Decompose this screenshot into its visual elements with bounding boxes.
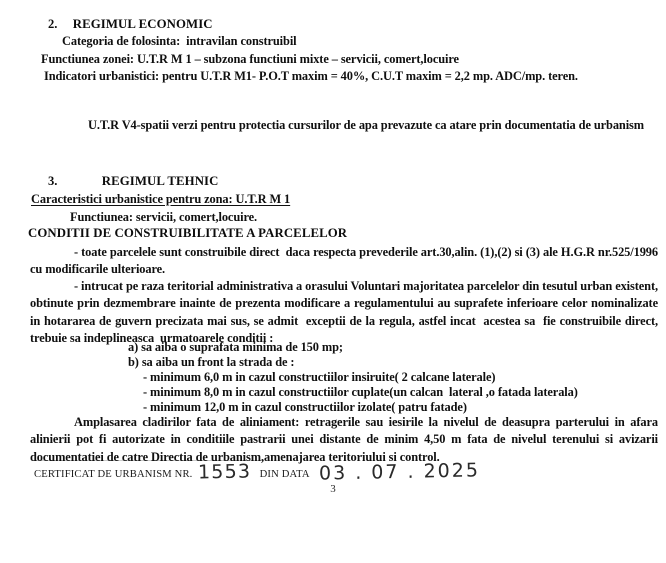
- certificate-number-label: CERTIFICAT DE URBANISM NR.: [34, 469, 193, 480]
- conditii-construibilitate-heading: CONDITII DE CONSTRUIBILITATE A PARCELELOR: [28, 226, 348, 240]
- indicatori-urbanistici-paragraph: Indicatori urbanistici: pentru U.T.R M1- P.O.T maxim = 40%, C.U.T maxim = 2,2 mp. ADC/mp. teren.: [44, 69, 578, 83]
- section-2-title: REGIMUL ECONOMIC: [72, 17, 213, 31]
- categoria-de-folosinta-line: Categoria de folosinta: intravilan construibil: [62, 34, 297, 48]
- functiunea-line: Functiunea: servicii, comert,locuire.: [70, 210, 258, 224]
- caracteristici-urbanistice-line: Caracteristici urbanistice pentru zona: U.T.R M 1: [31, 192, 291, 206]
- conditii-paragraph-1: - toate parcelele sunt construibile direct daca respecta prevederile art.30,alin. (1),(2) si (3) ale H.G.R nr.525/1996 cu modificarile ulterioare.: [30, 245, 661, 277]
- front-strada-item-1: - minimum 6,0 m in cazul constructiilor insiruite( 2 calcane laterale): [143, 370, 496, 384]
- front-strada-item-3: - minimum 12,0 m in cazul constructiilor izolate( patru fatade): [143, 400, 467, 414]
- section-3-number: 3.: [48, 174, 58, 188]
- date-label: DIN DATA: [259, 469, 310, 480]
- section-2-number: 2.: [48, 17, 58, 31]
- section-3-heading: [48, 173, 218, 190]
- amplasare-cladirilor-paragraph: Amplasarea cladirilor fata de aliniament: retragerile sau iesirile la nivelul de deasupra parterului in afara alinierii pot fi autorizate in conditiile pastrarii unei distante de minim 4,50 m fata de nivelul terenului si avizarii documentatiei de catre Directia de urbanism,amenajarea teritoriului si control.: [30, 415, 661, 464]
- utr-v4-paragraph: U.T.R V4-spatii verzi pentru protectia cursurilor de apa prevazute ca atare prin documentatia de urbanism: [88, 118, 644, 132]
- functiunea-zonei-line: Functiunea zonei: U.T.R M 1 – subzona functiuni mixte – servicii, comert,locuire: [41, 52, 459, 66]
- conditie-a: a) sa aiba o suprafata minima de 150 mp;: [128, 340, 343, 354]
- section-3-title: REGIMUL TEHNIC: [101, 174, 219, 188]
- section-2-heading: [48, 16, 213, 33]
- page-number: 3: [330, 483, 336, 495]
- conditii-paragraph-2: - intrucat pe raza teritorial administrativa a orasului Voluntari majoritatea parcelelor din tesutul urban existent, obtinute prin dezmembrare inainte de prezenta modificare a regulamentului au suprafete inferioare celor nominalizate in hotararea de guvern precizata mai sus, se admit exceptii de la regula, astfel incat acestea sa fie construibile direct, trebuie sa indeplineasca urmatoarele conditii :: [30, 279, 664, 346]
- front-strada-item-2: - minimum 8,0 m in cazul constructiilor cuplate(un calcan lateral ,o fatada laterala): [143, 385, 578, 399]
- certificate-date-handwritten: 03 . 07 . 2025: [318, 459, 480, 485]
- certificate-footer: [34, 459, 634, 485]
- certificate-number-handwritten: 1553: [198, 460, 252, 484]
- conditie-b: b) sa aiba un front la strada de :: [128, 355, 295, 369]
